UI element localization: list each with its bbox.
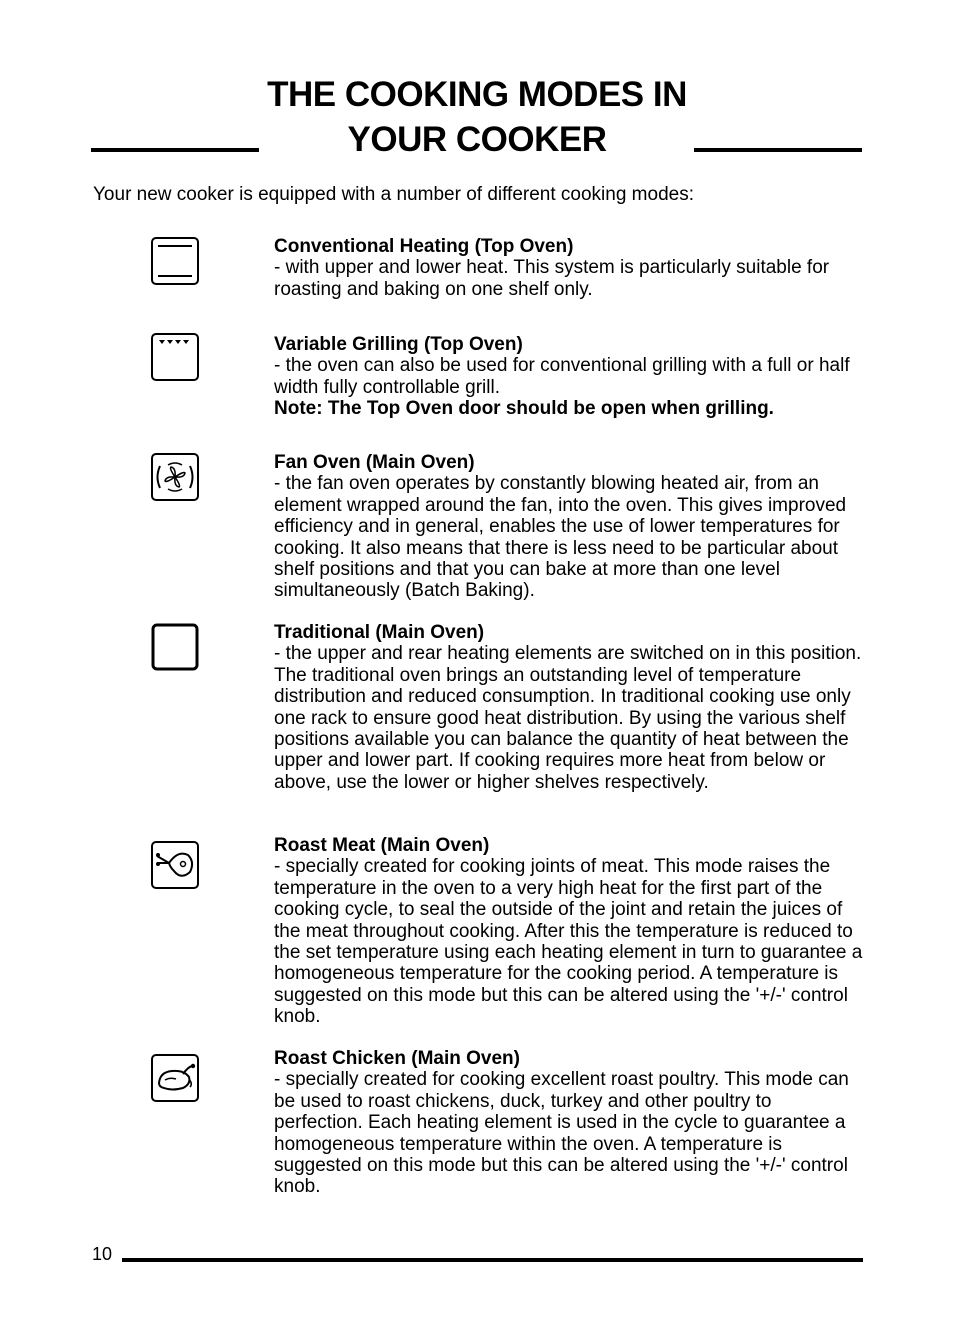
mode-description: - specially created for cooking excellent roast poultry. This mode can be used to roast chickens, duck, turkey and other poultry to perfection. Each heating element is used in the cycle to guarantee a homogeneous temperature within the oven. A temperature is suggested on this mode but this can be altered using the '+/-' control knob. <box>274 1069 849 1198</box>
conventional-heating-icon <box>150 236 200 286</box>
mode-note: Note: The Top Oven door should be open when grilling. <box>274 398 774 420</box>
mode-description: - with upper and lower heat. This system is particularly suitable for roasting and baking on one shelf only. <box>274 257 830 300</box>
mode-heading: Traditional (Main Oven) <box>274 622 485 643</box>
footer-rule <box>122 1258 863 1262</box>
mode-description: - the fan oven operates by constantly blowing heated air, from an element wrapped around the fan, into the oven. This gives improved efficiency and in general, enables the use of lower temperatures for cooking. It also means that there is less need to be particular about shelf positions and that you can bake at more than one level simultaneously (Batch Baking). <box>274 473 847 602</box>
intro-text: Your new cooker is equipped with a number of different cooking modes: <box>93 184 694 205</box>
mode-text <box>274 452 864 602</box>
mode-heading: Roast Chicken (Main Oven) <box>274 1048 520 1069</box>
mode-text <box>274 334 864 420</box>
mode-description: - the upper and rear heating elements are switched on in this position. The traditional oven brings an outstanding level of temperature distribution and reduced consumption. In traditional cooking use only one rack to ensure good heat distribution. By using the various shelf positions available you can balance the quantity of heat between the upper and lower part. If cooking requires more heat from below or above, use the lower or higher shelves respectively. <box>274 643 862 793</box>
mode-heading: Fan Oven (Main Oven) <box>274 452 475 473</box>
mode-text <box>274 622 864 793</box>
fan-oven-icon <box>150 452 200 502</box>
mode-heading: Roast Meat (Main Oven) <box>274 835 490 856</box>
mode-heading: Conventional Heating (Top Oven) <box>274 236 574 257</box>
page-number: 10 <box>92 1244 113 1264</box>
traditional-oven-icon <box>150 622 200 672</box>
variable-grilling-icon <box>150 332 200 382</box>
roast-chicken-icon <box>150 1053 200 1103</box>
mode-text <box>274 236 864 300</box>
mode-heading: Variable Grilling (Top Oven) <box>274 334 523 355</box>
mode-description: - the oven can also be used for conventional grilling with a full or half width fully controllable grill. <box>274 355 850 398</box>
mode-text <box>274 835 864 1028</box>
page-title-line-2: YOUR COOKER <box>347 120 607 159</box>
roast-meat-icon <box>150 840 200 890</box>
mode-text <box>274 1048 864 1198</box>
title-rule-right <box>694 148 862 152</box>
mode-description: - specially created for cooking joints of meat. This mode raises the temperature in the oven to a very high heat for the first part of the cooking cycle, to seal the outside of the joint and retain the juices of the meat throughout cooking. After this the temperature is reduced to the set temperature using each heating element in turn to guarantee a homogeneous temperature for the cooking period. A temperature is suggested on this mode but this can be altered using the '+/-' control knob. <box>274 856 863 1028</box>
page-title-line-1: THE COOKING MODES IN <box>267 75 687 114</box>
title-rule-left <box>91 148 259 152</box>
